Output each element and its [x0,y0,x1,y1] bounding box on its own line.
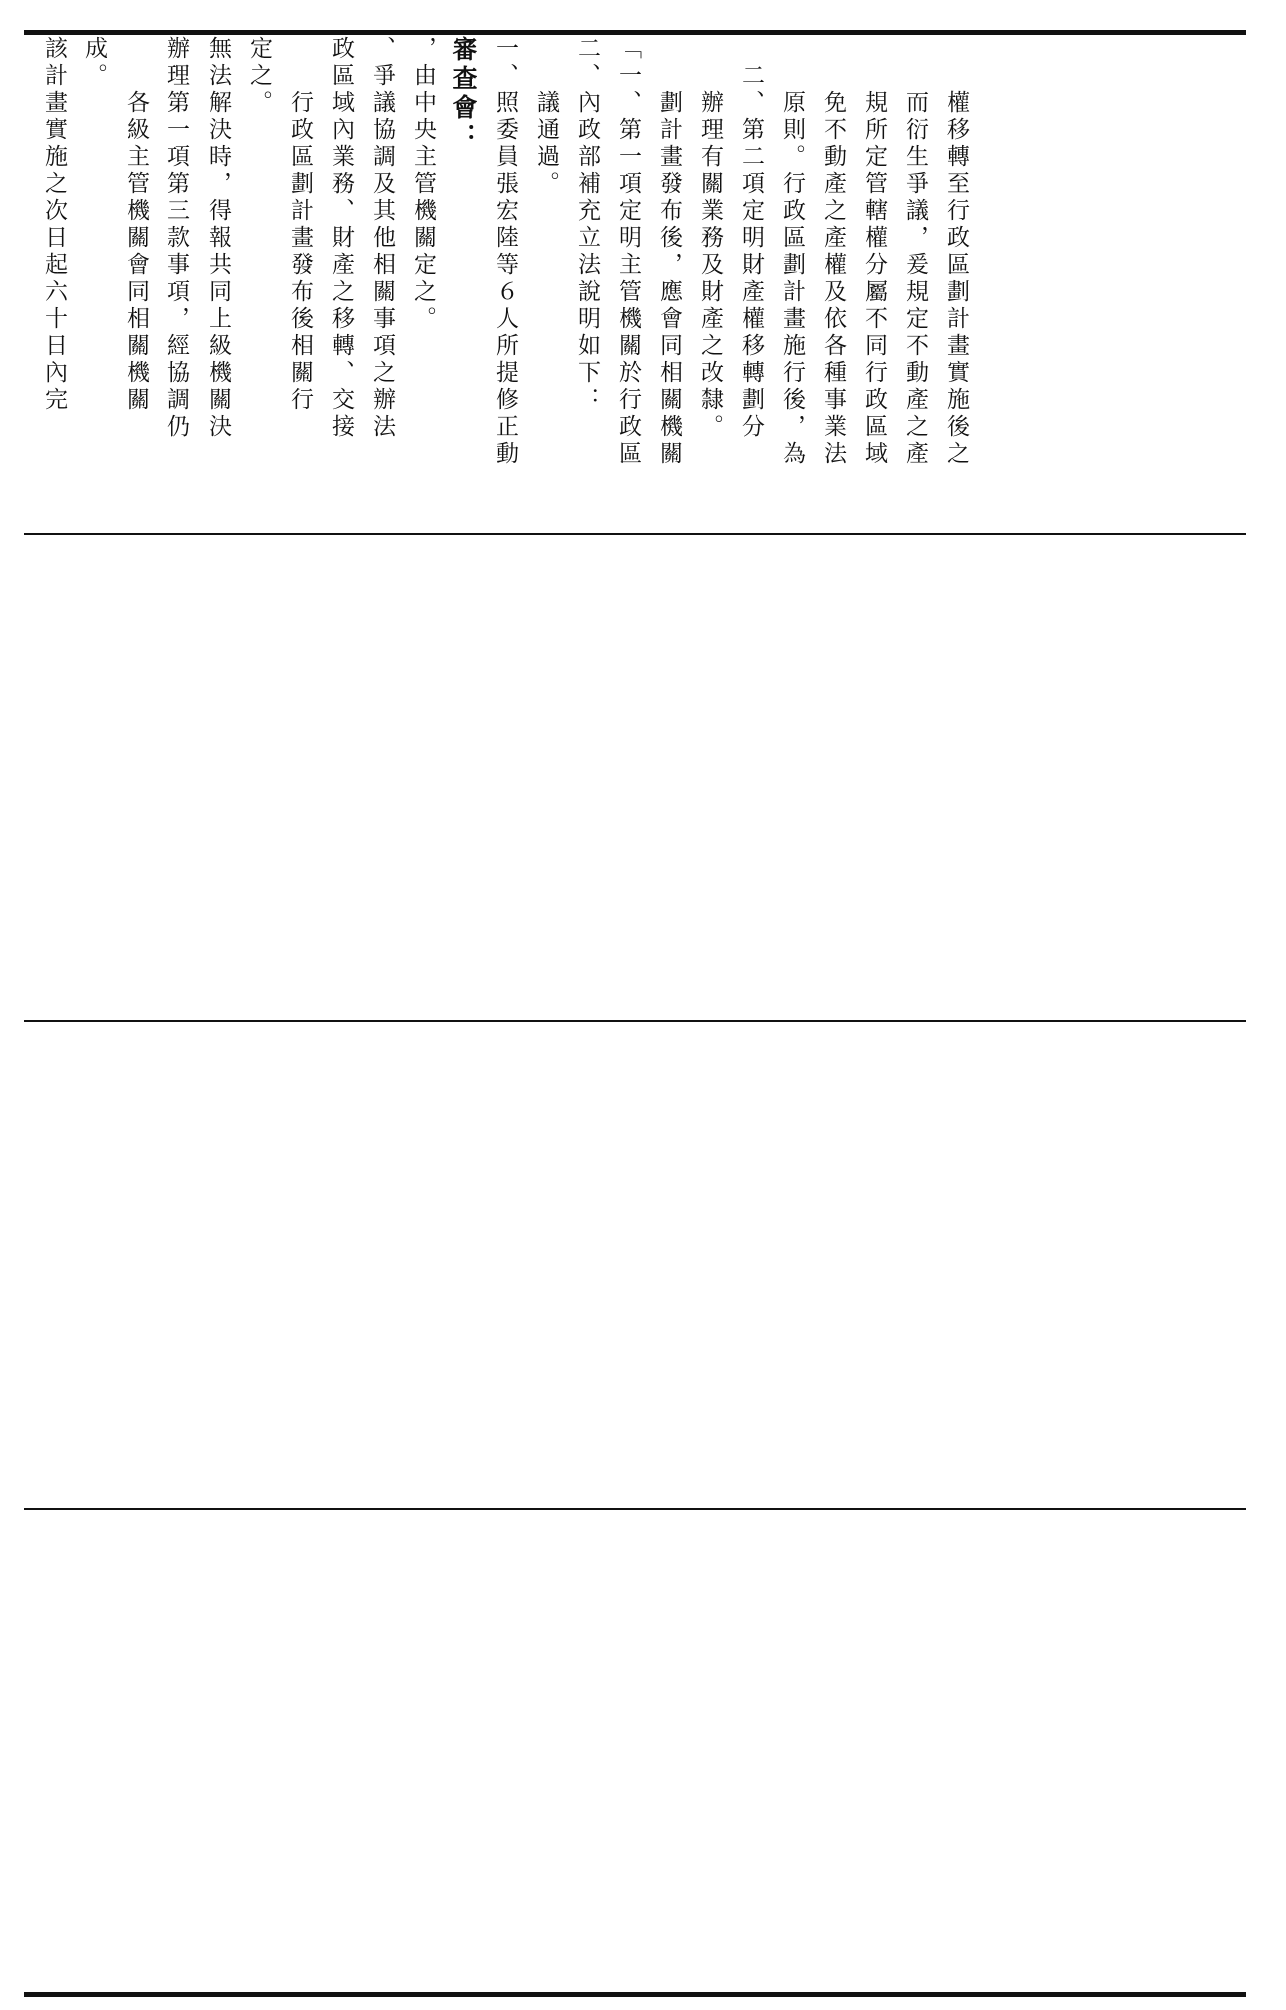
text-column-19: 原則。行政區劃計畫施行後，為 [779,36,805,468]
text-column-16: 劃計畫發布後，應會同相關機關 [656,36,682,468]
text-column-15: 「一、第一項定明主管機關於行政區 [615,36,641,468]
bottom-border-rule [24,1992,1246,1997]
text-column-12: 一、照委員張宏陸等６人所提修正動 [492,36,518,468]
text-column-6: 定之。 [246,36,272,117]
text-column-1: 該計畫實施之次日起六十日內完 [41,36,67,414]
text-column-17: 辦理有關業務及財產之改隸。 [697,36,723,441]
blank-section-2 [24,1024,1246,1506]
text-column-7: 行政區劃計畫發布後相關行 [287,36,313,414]
top-border-rule [24,30,1246,35]
section-divider-1 [24,533,1246,535]
section-divider-2 [24,1020,1246,1022]
text-column-18: 二、第二項定明財產權移轉劃分 [738,36,764,441]
blank-section-1 [24,537,1246,1018]
section-divider-3 [24,1508,1246,1510]
text-column-5: 無法解決時，得報共同上級機關決 [205,36,231,441]
text-column-20: 免不動產之產權及依各種事業法 [820,36,846,468]
blank-section-3 [24,1512,1246,1990]
review-meeting-heading: 審查會： [449,36,478,152]
text-column-8: 政區域內業務、財產之移轉、交接 [328,36,354,441]
text-column-4: 辦理第一項第三款事項，經協調仍 [163,36,189,441]
text-column-9: 、爭議協調及其他相關事項之辦法 [369,36,395,441]
text-column-10: ，由中央主管機關定之。 [410,36,436,333]
text-column-23: 權移轉至行政區劃計畫實施後之 [943,36,969,468]
text-column-13: 議通過。 [533,36,559,198]
text-column-3: 各級主管機關會同相關機關 [123,36,149,414]
text-column-22: 而衍生爭議，爰規定不動產之產 [902,36,928,468]
text-column-14: 二、內政部補充立法說明如下： [574,36,600,414]
text-column-21: 規所定管轄權分屬不同行政區域 [861,36,887,468]
text-column-2: 成。 [81,36,107,90]
